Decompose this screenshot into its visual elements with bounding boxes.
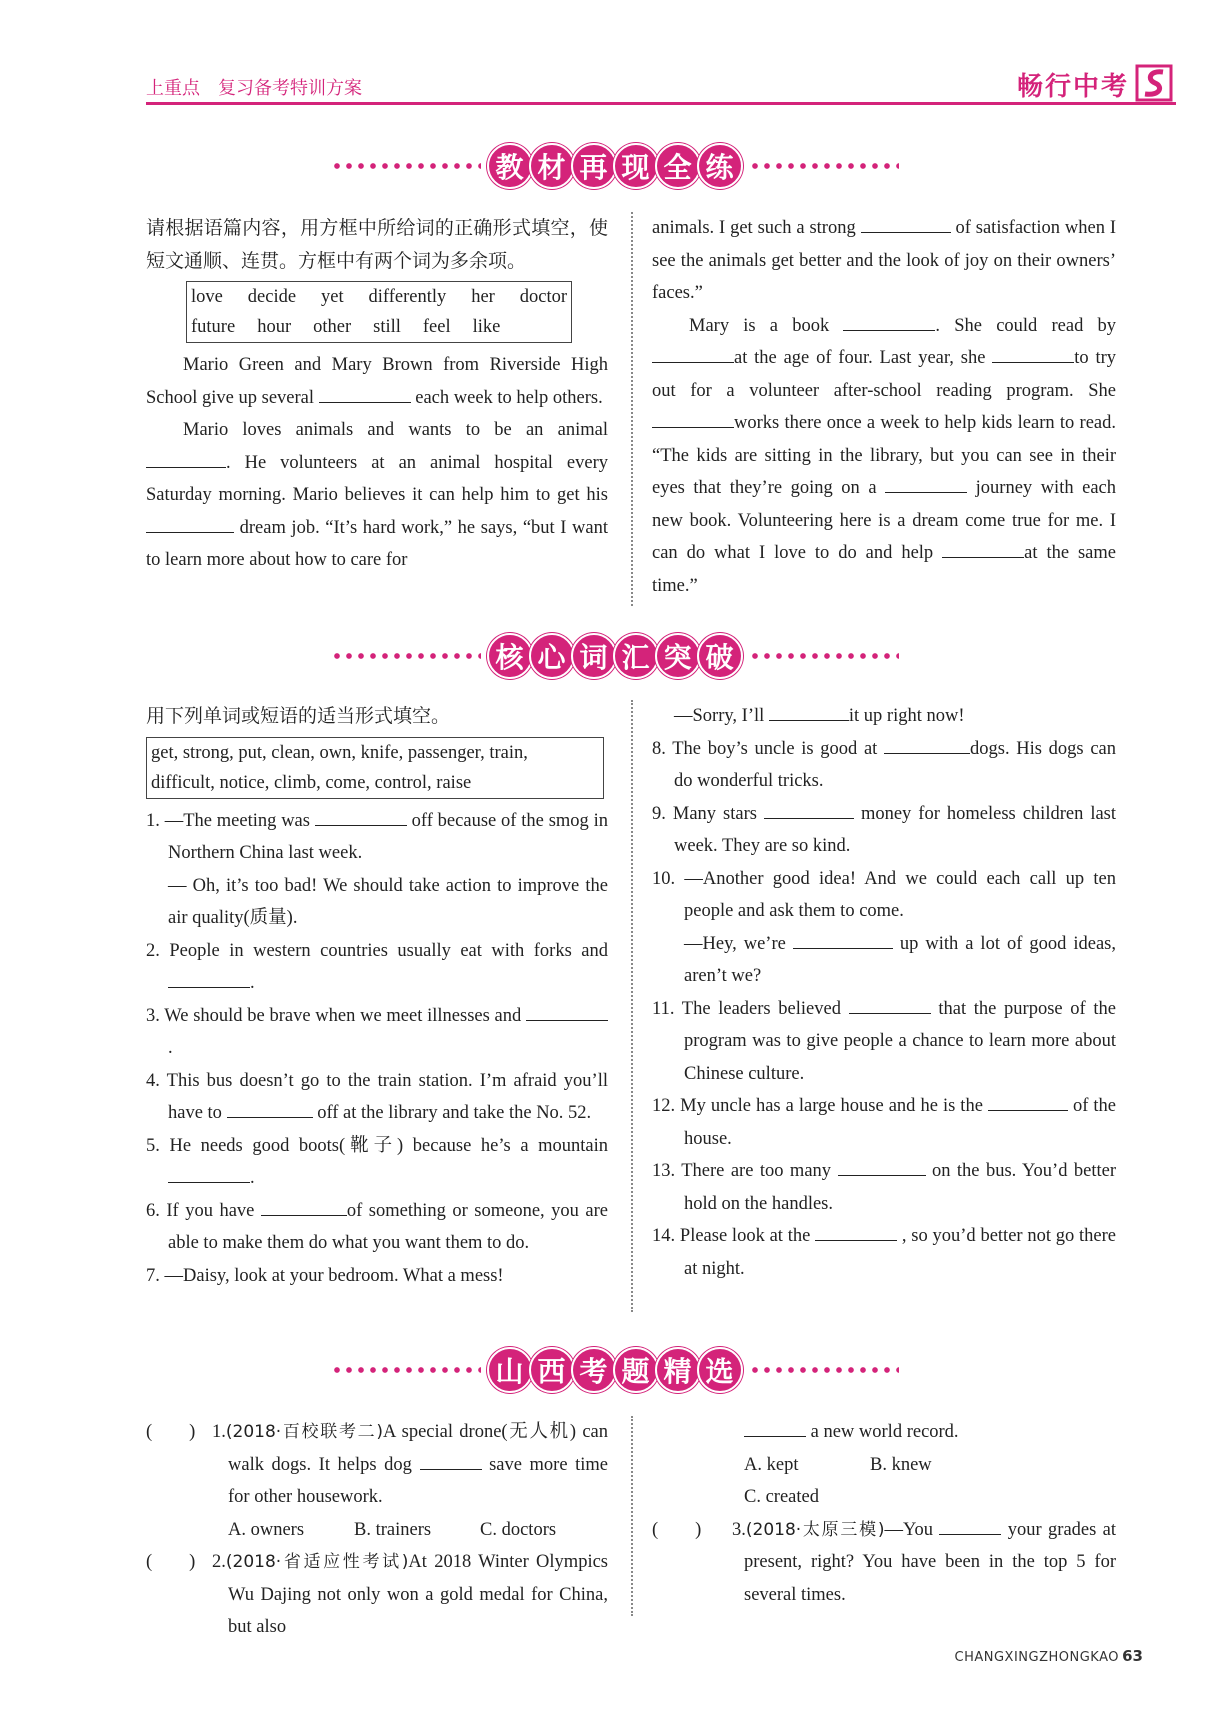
banner-dots-left xyxy=(331,1365,481,1375)
answer-blank[interactable] xyxy=(942,539,1024,558)
question-7: 7. —Daisy, look at your bedroom. What a mess! xyxy=(146,1265,504,1286)
banner-char: 词 xyxy=(571,633,617,679)
option-b[interactable]: B. knew xyxy=(870,1454,932,1475)
answer-blank[interactable] xyxy=(744,1418,806,1437)
question-text: it up right now! xyxy=(848,706,965,726)
question-source: (2018·百校联考二) xyxy=(225,1422,383,1442)
answer-blank[interactable] xyxy=(885,474,967,493)
word-box-item: still xyxy=(373,317,401,337)
section2-instructions: 用下列单词或短语的适当形式填空。 xyxy=(146,705,451,727)
answer-blank[interactable] xyxy=(769,702,849,721)
word-box-item: feel xyxy=(422,317,451,337)
question-1 xyxy=(146,805,608,870)
question-10: 10. —Another good idea! And we could each call up ten people and ask them to come. xyxy=(652,868,1116,921)
word-box-item: future xyxy=(191,317,236,337)
mc-question-1 xyxy=(146,1416,608,1546)
passage-text: . He volunteers at an animal hospital every Saturday morning. Mario believes it can help him to get his xyxy=(146,452,608,505)
passage-text: at the age of four. Last year, she xyxy=(734,348,986,368)
question-12 xyxy=(652,1090,1116,1155)
question-text: that the purpose of the program was to give people a chance to learn more about Chinese culture. xyxy=(684,998,1116,1084)
question-8 xyxy=(652,733,1116,798)
question-7-reply xyxy=(652,700,1116,733)
banner-dots-left xyxy=(331,161,481,171)
passage-text: of satisfaction when I see the animals get better and the look of joy on their owners’ faces.” xyxy=(652,218,1117,303)
passage-text: at the same time.” xyxy=(652,543,1116,596)
banner-dots-right xyxy=(749,651,899,661)
option-c[interactable]: C. created xyxy=(744,1487,819,1507)
word-box-row: get, strong, put, clean, own, knife, passenger, train, xyxy=(151,742,528,763)
question-10-reply xyxy=(652,928,1116,993)
question-text: money for homeless children last week. They are so kind. xyxy=(674,803,1117,856)
word-box-item: yet xyxy=(320,287,344,307)
page-number: 63 xyxy=(1122,1647,1143,1665)
brand-left: 上重点 xyxy=(146,78,200,99)
question-number: 2. xyxy=(212,1552,226,1572)
answer-blank[interactable] xyxy=(168,1164,250,1183)
banner-char: 再 xyxy=(571,143,617,189)
question-source: (2018·太原三模) xyxy=(745,1519,885,1540)
question-text: 13. There are too many xyxy=(652,1161,832,1181)
answer-blank[interactable] xyxy=(992,344,1074,363)
passage-text: animals. I get such a strong xyxy=(652,218,856,238)
question-text: your grades at present, right? You have been in the top 5 for several times. xyxy=(744,1519,1117,1605)
column-divider xyxy=(631,1416,633,1616)
question-source: (2018·省适应性考试) xyxy=(225,1552,409,1572)
column-divider xyxy=(631,700,633,1312)
question-text: of the house. xyxy=(684,1096,1117,1149)
question-5: 5. He needs good boots(靴子) because he’s a mountain . xyxy=(146,1135,608,1188)
banner-char: 心 xyxy=(529,633,575,679)
banner-char: 考 xyxy=(571,1347,617,1393)
logo-icon xyxy=(1135,62,1175,102)
passage-paragraph xyxy=(652,212,1116,310)
question-text: 12. My uncle has a large house and he is the xyxy=(652,1096,983,1116)
word-box-item: love xyxy=(191,287,223,307)
banner-char: 题 xyxy=(613,1347,659,1393)
question-14 xyxy=(652,1220,1116,1285)
passage-paragraph xyxy=(146,349,608,414)
question-13 xyxy=(652,1155,1116,1220)
section2-left-column xyxy=(146,700,608,1292)
passage-text: dream job. “It’s hard work,” he says, “but I want to learn more about how to care for xyxy=(146,517,608,570)
question-number: 1. xyxy=(212,1422,226,1442)
question-text: 14. Please look at the xyxy=(652,1226,811,1246)
answer-blank[interactable] xyxy=(526,1002,608,1021)
banner-char: 西 xyxy=(529,1347,575,1393)
passage-paragraph xyxy=(652,310,1116,603)
word-box-item: differently xyxy=(368,287,447,307)
answer-blank[interactable] xyxy=(146,514,234,533)
question-text: 11. The leaders believed xyxy=(652,998,841,1019)
word-box-item: other xyxy=(313,317,352,337)
question-text: 8. The boy’s uncle is good at xyxy=(652,738,878,759)
question-text: 9. Many stars xyxy=(652,803,757,824)
answer-blank[interactable] xyxy=(884,735,970,754)
answer-blank[interactable] xyxy=(793,930,893,949)
question-text: , so you’d better not go there at night. xyxy=(684,1226,1116,1279)
question-text: 5. He needs good boots(靴子) because he’s a mountain xyxy=(146,1135,608,1156)
answer-blank[interactable] xyxy=(815,1222,897,1241)
question-text: —Sorry, I’ll xyxy=(674,706,765,726)
section3-left-column xyxy=(146,1416,608,1644)
answer-blank[interactable] xyxy=(146,449,226,468)
answer-blank[interactable] xyxy=(652,344,734,363)
banner-char: 山 xyxy=(487,1347,533,1393)
answer-bracket[interactable]: ( ) xyxy=(652,1519,702,1540)
passage-text: Mary is a book xyxy=(689,315,830,336)
section1-right-column xyxy=(652,212,1116,602)
passage-text: works there once a week to help kids learn to read. “The kids are sitting in the library, but you can see in their eyes that they’re going on a xyxy=(652,413,1116,498)
banner-char: 核 xyxy=(487,633,533,679)
question-text: up with a lot of good ideas, aren’t we? xyxy=(684,933,1116,986)
question-text: save more time for other housework. xyxy=(228,1454,609,1507)
answer-blank[interactable] xyxy=(168,969,250,988)
question-text: on the bus. You’d better hold on the handles. xyxy=(684,1161,1117,1214)
answer-blank[interactable] xyxy=(843,312,935,331)
question-text: —Hey, we’re xyxy=(684,933,786,954)
question-6 xyxy=(146,1195,608,1260)
answer-blank[interactable] xyxy=(652,409,734,428)
word-box-item: doctor xyxy=(519,287,567,307)
section3-right-column xyxy=(652,1416,1116,1611)
banner-char: 材 xyxy=(529,143,575,189)
answer-bracket[interactable]: ( ) xyxy=(146,1422,196,1442)
header-left xyxy=(146,74,380,100)
passage-text: Mario loves animals and wants to be an animal xyxy=(183,420,608,440)
column-divider xyxy=(631,212,633,606)
banner-dots-right xyxy=(749,161,899,171)
banner-char: 汇 xyxy=(613,633,659,679)
question-text: 4. This bus doesn’t go to the train station. I’m afraid you’ll have to xyxy=(146,1070,608,1123)
word-box-item: hour xyxy=(257,317,292,337)
banner-dots-right xyxy=(749,1365,899,1375)
question-text: a new world record. xyxy=(810,1422,959,1442)
question-text: 2. People in western countries usually eat with forks and xyxy=(146,940,608,961)
answer-blank[interactable] xyxy=(315,807,407,826)
word-box-item: like xyxy=(472,317,501,337)
question-text: A special drone(无人机) can walk dogs. It helps dog xyxy=(228,1422,608,1475)
banner-char: 破 xyxy=(697,633,743,679)
section-banner-2 xyxy=(0,632,1229,680)
mc-question-3 xyxy=(652,1514,1116,1612)
footer-text: CHANGXINGZHONGKAO xyxy=(954,1650,1119,1665)
answer-blank[interactable] xyxy=(838,1157,926,1176)
banner-char: 全 xyxy=(655,143,701,189)
option-b[interactable]: B. trainers xyxy=(354,1519,432,1540)
word-box-item: her xyxy=(471,287,495,307)
answer-blank[interactable] xyxy=(420,1451,482,1470)
passage-text: Mario Green and Mary Brown from Riverside High School give up several xyxy=(146,355,608,408)
options xyxy=(228,1514,608,1547)
question-text: 6. If you have xyxy=(146,1200,255,1221)
answer-blank[interactable] xyxy=(861,214,951,233)
section1-instructions: 请根据语篇内容，用方框中所给词的正确形式填空，使短文通顺、连贯。方框中有两个词为多余项。 xyxy=(146,217,608,272)
banner-dots-left xyxy=(331,651,481,661)
answer-blank[interactable] xyxy=(261,1197,347,1216)
question-text: off because of the smog in Northern China last week. xyxy=(168,810,609,863)
question-11 xyxy=(652,993,1116,1091)
banner-char: 精 xyxy=(655,1347,701,1393)
word-box-2 xyxy=(146,737,604,799)
header-rule xyxy=(146,102,1176,105)
brand-right: 畅行中考 xyxy=(1016,72,1129,102)
question-4 xyxy=(146,1065,608,1130)
mc-question-2 xyxy=(146,1546,608,1644)
question-number: 3. xyxy=(732,1519,746,1540)
answer-bracket[interactable]: ( ) xyxy=(146,1552,196,1572)
answer-blank[interactable] xyxy=(764,800,854,819)
option-a[interactable]: A. kept xyxy=(744,1454,799,1475)
banner-char: 练 xyxy=(697,143,743,189)
question-text: At 2018 Winter Olympics Wu Dajing not only won a gold medal for China, but also xyxy=(228,1552,608,1637)
banner-char: 现 xyxy=(613,143,659,189)
banner-char: 突 xyxy=(655,633,701,679)
word-box-item: decide xyxy=(247,287,297,307)
answer-blank[interactable] xyxy=(319,384,411,403)
answer-blank[interactable] xyxy=(227,1099,313,1118)
question-text: 3. We should be brave when we meet illnesses and xyxy=(146,1005,522,1026)
mc-question-2-cont xyxy=(652,1416,1116,1449)
section2-right-column xyxy=(652,700,1116,1285)
question-2: 2. People in western countries usually eat with forks and . xyxy=(146,940,608,993)
word-box-row: difficult, notice, climb, come, control, raise xyxy=(151,772,472,793)
word-box-1 xyxy=(186,281,572,343)
question-3: 3. We should be brave when we meet illnesses and . xyxy=(146,1000,608,1065)
options xyxy=(652,1449,1116,1514)
answer-blank[interactable] xyxy=(849,995,931,1014)
passage-text: . She could read by xyxy=(935,315,1117,336)
option-c[interactable]: C. doctors xyxy=(480,1519,557,1540)
passage-paragraph xyxy=(146,414,608,577)
banner-char: 选 xyxy=(697,1347,743,1393)
passage-text: each week to help others. xyxy=(415,387,603,408)
brand-subtitle: 复习备考特训方案 xyxy=(218,78,362,99)
section-banner-1 xyxy=(0,142,1229,190)
banner-char: 教 xyxy=(487,143,533,189)
question-text: off at the library and take the No. 52. xyxy=(317,1103,592,1123)
question-text: 1. —The meeting was xyxy=(146,810,310,831)
question-1-reply: — Oh, it’s too bad! We should take action to improve the air quality(质量). xyxy=(168,875,608,928)
section-banner-3 xyxy=(0,1346,1229,1394)
answer-blank[interactable] xyxy=(988,1092,1068,1111)
question-text: dogs. His dogs can do wonderful tricks. xyxy=(674,738,1116,791)
passage-text: to try out for a volunteer after-school reading program. She xyxy=(652,348,1116,401)
section1-left-column xyxy=(146,212,608,577)
question-9 xyxy=(652,798,1116,863)
question-text: of something or someone, you are able to make them do what you want them to do. xyxy=(168,1200,608,1253)
answer-blank[interactable] xyxy=(939,1516,1001,1535)
question-text: —You xyxy=(884,1519,934,1540)
passage-text: journey with each new book. Volunteering here is a dream come true for me. I can do what I love to do and help xyxy=(652,478,1117,563)
option-a[interactable]: A. owners xyxy=(228,1519,305,1540)
